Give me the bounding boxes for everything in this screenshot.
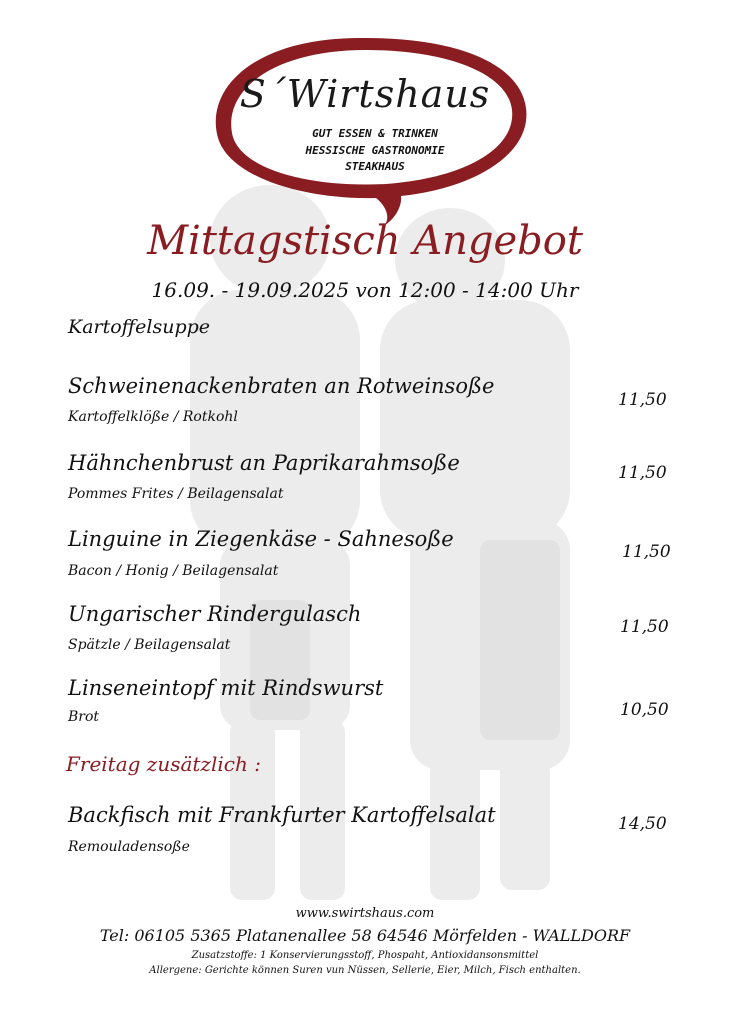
footer-contact: Tel: 06105 5365 Platanenallee 58 64546 Mörfelden - WALLDORF (99, 926, 631, 945)
tagline: HESSISCHE GASTRONOMIE (305, 144, 445, 157)
soup-of-the-day: Kartoffelsuppe (68, 316, 211, 338)
date-range: 16.09. - 19.09.2025 von 12:00 - 14:00 Uhr (151, 278, 579, 302)
menu-item-name: Hähnchenbrust an Paprikarahmsoße (68, 451, 460, 475)
menu-item-price: 11,50 (618, 390, 667, 410)
tagline: STEAKHAUS (345, 160, 405, 173)
menu-item-side: Bacon / Honig / Beilagensalat (68, 563, 279, 579)
menu-item-name: Linguine in Ziegenkäse - Sahnesoße (68, 527, 454, 551)
brand-name: S´Wirtshaus (239, 72, 491, 116)
footer-allergens: Allergene: Gerichte können Suren vun Nüssen, Sellerie, Eier, Milch, Fisch enthalten. (149, 965, 581, 976)
footer-website: www.swirtshaus.com (295, 906, 435, 921)
menu-item-name: Ungarischer Rindergulasch (68, 602, 362, 626)
menu-item-side: Remouladensoße (68, 839, 190, 855)
menu-item-price: 10,50 (620, 700, 669, 720)
menu-item-side: Brot (68, 709, 100, 725)
menu-item-side: Spätzle / Beilagensalat (68, 637, 231, 653)
menu-item-side: Kartoffelklöße / Rotkohl (68, 409, 238, 425)
menu-item-price: 14,50 (618, 814, 667, 834)
page-title: Mittagstisch Angebot (147, 218, 583, 264)
menu-item-name: Backfisch mit Frankfurter Kartoffelsalat (68, 803, 496, 827)
menu-item-price: 11,50 (620, 617, 669, 637)
menu-item-name: Linseneintopf mit Rindswurst (68, 676, 384, 700)
menu-item-name: Schweinenackenbraten an Rotweinsoße (68, 374, 495, 398)
tagline: GUT ESSEN & TRINKEN (312, 127, 438, 140)
menu-item-price: 11,50 (618, 463, 667, 483)
menu-item-price: 11,50 (622, 542, 671, 562)
menu-item-side: Pommes Frites / Beilagensalat (68, 486, 284, 502)
friday-heading: Freitag zusätzlich : (66, 752, 261, 776)
footer-additives: Zusatzstoffe: 1 Konservierungsstoff, Phospaht, Antioxidansonsmittel (191, 950, 539, 961)
